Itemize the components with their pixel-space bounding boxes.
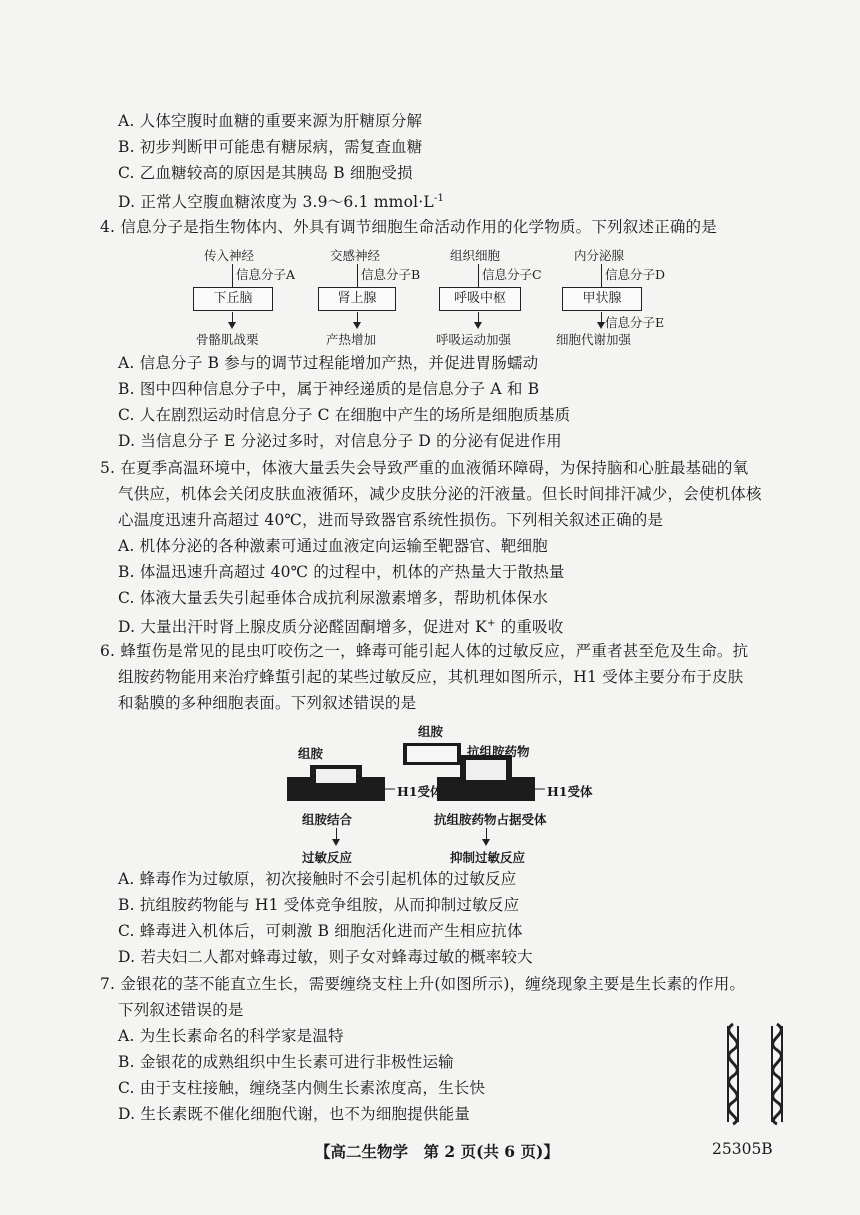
q4-option-c: C. 人在剧烈运动时信息分子 C 在细胞中产生的场所是细胞质基质 [118,406,571,424]
q4-col3-bottom: 呼吸运动加强 [436,332,512,347]
q4-col1-signal: 信息分子A [236,267,296,282]
q4-col4-top: 内分泌腺 [574,248,625,263]
q7-stem-line1: 7. 金银花的茎不能直立生长，需要缠绕支柱上升(如图所示)，缠绕现象主要是生长素的作用。 [100,975,746,993]
q5-option-d-text: D. 大量出汗时肾上腺皮质分泌醛固酮增多，促进对 K [118,618,487,637]
q4-col3-box: 呼吸中枢 [439,287,521,311]
q7-option-d: D. 生长素既不催化细胞代谢，也不为细胞提供能量 [118,1105,471,1123]
q5-stem-line3: 心温度迅速升高超过 40℃，进而导致器官系统性损伤。下列相关叙述正确的是 [118,511,664,529]
q6-histamine-top-label: 组胺 [418,724,444,739]
q5-option-d-superscript: + [486,618,496,629]
twining-stem-illustration [708,1022,804,1126]
q6-occupy-label: 抗组胺药物占据受体 [434,812,547,827]
q6-result-right: 抑制过敏反应 [450,850,526,865]
q5-option-b: B. 体温迅速升高超过 40℃ 的过程中，机体的产热量大于散热量 [118,563,565,581]
free-histamine-shape [403,743,461,765]
q5-option-c: C. 体液大量丢失引起垂体合成抗利尿激素增多，帮助机体保水 [118,589,548,607]
q6-histamine-left-label: 组胺 [298,746,324,761]
q4-col3-arrow-out [478,312,479,327]
q4-option-d: D. 当信息分子 E 分泌过多时，对信息分子 D 的分泌有促进作用 [118,432,562,450]
q6-right-arrow [486,828,487,844]
q7-option-c: C. 由于支柱接触，缠绕茎内侧生长素浓度高，生长快 [118,1079,486,1097]
q3-option-b: B. 初步判断甲可能患有糖尿病，需复查血糖 [118,138,423,156]
q4-col4-signal: 信息分子D [605,267,666,282]
q4-col4-signal2: 信息分子E [605,315,665,330]
q4-stem: 4. 信息分子是指生物体内、外具有调节细胞生命活动作用的化学物质。下列叙述正确的是 [100,218,717,236]
q3-option-a: A. 人体空腹时血糖的重要来源为肝糖原分解 [118,112,423,130]
q4-col1-bottom: 骨骼肌战栗 [196,332,259,347]
q4-col1-arrow-out [232,312,233,327]
q4-col1-box: 下丘脑 [193,287,273,311]
q7-option-b: B. 金银花的成熟组织中生长素可进行非极性运输 [118,1053,454,1071]
q4-col2-box: 肾上腺 [318,287,396,311]
q3-option-d-text: D. 正常人空腹血糖浓度为 3.9～6.1 mmol·L [118,193,434,212]
q6-antihistamine-label: 抗组胺药物 [467,744,530,759]
q4-option-a: A. 信息分子 B 参与的调节过程能增加产热，并促进胃肠蠕动 [118,354,539,372]
q6-option-d: D. 若夫妇二人都对蜂毒过敏，则子女对蜂毒过敏的概率较大 [118,948,533,966]
q6-stem-line2: 组胺药物能用来治疗蜂蜇引起的某些过敏反应，其机理如图所示，H1 受体主要分布于皮肤 [118,668,744,686]
q5-stem-line1: 5. 在夏季高温环境中，体液大量丢失会导致严重的血液循环障碍，为保持脑和心脏最基础的氧 [100,459,749,477]
q4-col4-box: 甲状腺 [562,287,642,311]
q4-col1-top: 传入神经 [204,248,255,263]
q3-option-d [118,188,444,213]
q6-receptor-left-label: H1受体 [397,784,443,799]
q6-stem-line3: 和黏膜的多种细胞表面。下列叙述错误的是 [118,694,417,712]
q6-option-c: C. 蜂毒进入机体后，可刺激 B 细胞活化进而产生相应抗体 [118,922,523,940]
q5-option-d [118,613,563,638]
q3-option-c: C. 乙血糖较高的原因是其胰岛 B 细胞受损 [118,164,413,182]
q6-option-a: A. 蜂毒作为过敏原，初次接触时不会引起机体的过敏反应 [118,870,517,888]
q7-stem-line2: 下列叙述错误的是 [118,1001,244,1019]
q5-stem-line2: 气供应，机体会关闭皮肤血液循环，减少皮肤分泌的汗液量。但长时间排汗减少，会使机体核 [118,485,762,503]
q4-col2-top: 交感神经 [330,248,381,263]
q6-result-left: 过敏反应 [302,850,353,865]
page-footer: 【高二生物学 第 2 页(共 6 页)】 [315,1142,559,1161]
q6-stem-line1: 6. 蜂蜇伤是常见的昆虫叮咬伤之一，蜂毒可能引起人体的过敏反应，严重者甚至危及生命。抗 [100,642,749,660]
q4-col3-signal: 信息分子C [482,267,542,282]
q6-binding-label: 组胺结合 [302,812,353,827]
q4-option-b: B. 图中四种信息分子中，属于神经递质的是信息分子 A 和 B [118,380,540,398]
q5-option-a: A. 机体分泌的各种激素可通过血液定向运输至靶器官、靶细胞 [118,537,548,555]
q4-col4-bottom: 细胞代谢加强 [556,332,632,347]
q5-option-d-end: 的重吸收 [495,618,564,637]
q6-option-b: B. 抗组胺药物能与 H1 受体竞争组胺，从而抑制过敏反应 [118,896,520,914]
q4-col2-signal: 信息分子B [361,267,421,282]
q6-left-arrow [336,828,337,844]
q4-col2-arrow-out [357,312,358,327]
exam-code: 25305B [712,1140,773,1158]
q7-option-a: A. 为生长素命名的科学家是温特 [118,1027,344,1045]
q4-col4-arrow-out [601,312,602,327]
q4-col2-bottom: 产热增加 [326,332,377,347]
q6-receptor-right-label: H1受体 [547,784,593,799]
q3-option-d-superscript: -1 [433,193,445,204]
q4-col3-top: 组织细胞 [450,248,501,263]
